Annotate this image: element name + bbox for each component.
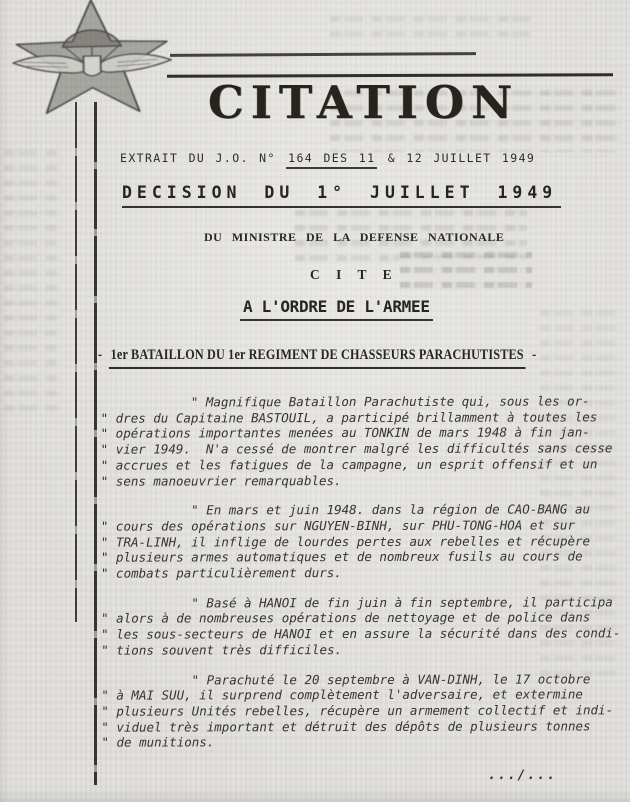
document-title: CITATION — [208, 76, 520, 129]
extract-prefix: EXTRAIT DU J.O. N° — [120, 151, 287, 165]
citation-body — [101, 393, 627, 764]
continuation-mark: .../... — [488, 768, 557, 783]
margin-rule-inner — [94, 102, 97, 785]
citation-paragraph-2: " En mars et juin 1948. dans la région de CAO-BANG au " cours des opérations sur NGUYEN-BINH, sur PHU-TONG-HOA et sur " TRA-LINH, il inflige de lourdes pertes aux rebelles et récupère " plusieurs armes automatiques et de nombreux fusils au cours de " combats particulièrement durs. — [100, 501, 591, 581]
unit-title-line — [98, 347, 536, 369]
extract-underlined: 164 DES 11 — [286, 151, 377, 169]
minister-line: DU MINISTRE DE LA DEFENSE NATIONALE — [204, 230, 505, 244]
unit-right-dash: - — [532, 347, 537, 363]
decision-line — [122, 183, 561, 202]
extract-suffix: & 12 JUILLET 1949 — [377, 151, 536, 165]
order-of-army-line — [240, 297, 433, 316]
bleedthrough-smudge — [330, 16, 530, 40]
extract-line — [120, 151, 535, 165]
citation-paragraph-3: " Basé à HANOI de fin juin à fin septembre, il participa " alors à de nombreuses opérations de nettoyage et de police dans " les sous-secteurs de HANOI et en assure la sécurité dans des condi- " tions souvent très difficiles. — [101, 594, 621, 658]
unit-name: 1er BATAILLON DU 1er REGIMENT DE CHASSEURS PARACHUTISTES — [109, 347, 525, 369]
margin-rule-outer — [75, 102, 77, 622]
unit-left-dash: - — [98, 347, 103, 363]
cite-line: C I T E — [310, 267, 397, 282]
citation-paragraph-4: " Parachuté le 20 septembre à VAN-DINH, le 17 octobre " à MAI SUU, il surprend complètement l'adversaire, et extermine " plusieurs Unités rebelles, récupère un armement collectif et indi- " viduel très important et détruit des dépôts de plusieurs tonnes " de munitions. — [101, 670, 614, 751]
order-of-army-text: A L'ORDRE DE L'ARMEE — [240, 297, 433, 321]
decision-text: DECISION DU 1° JUILLET 1949 — [122, 183, 561, 208]
parachutist-insignia-icon — [5, 0, 179, 118]
bleedthrough-smudge — [400, 252, 532, 290]
citation-paragraph-1: " Magnifique Bataillon Parachutiste qui, sous les or- " dres du Capitaine BASTOUIL, a participé brillamment à toutes les " opérations importantes menées au TONKIN de mars 1948 à fin jan- " vier 1949. N'a cessé de montrer malgré les difficultés sans cesse " accrues et les fatigues de la campagne, un esprit offensif et un " sens manoeuvrier remarquables. — [100, 393, 613, 489]
header-rule-short — [170, 52, 476, 56]
bleedthrough-smudge — [4, 150, 60, 412]
